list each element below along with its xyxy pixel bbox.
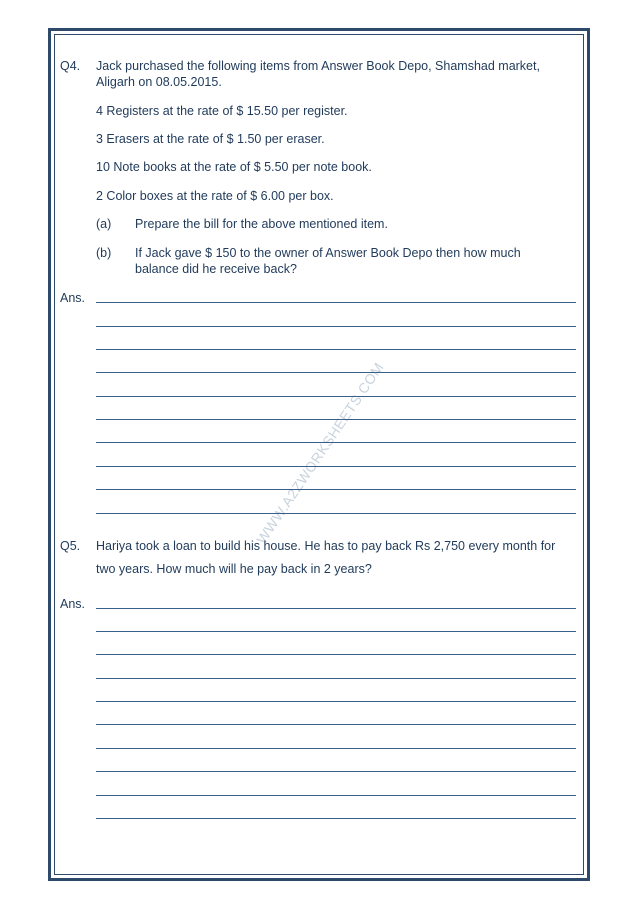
question-4-intro: Jack purchased the following items from Answer Book Depo, Shamshad market, Aligarh on 08.05.2015. bbox=[96, 59, 540, 89]
answer-line bbox=[96, 724, 576, 725]
answer-line bbox=[96, 349, 576, 350]
question-5-line-1: Hariya took a loan to build his house. He has to pay back Rs 2,750 every month for bbox=[96, 539, 556, 553]
answer-line bbox=[96, 372, 576, 373]
answer-line bbox=[96, 513, 576, 514]
item-color-boxes: 2 Color boxes at the rate of $ 6.00 per box. bbox=[96, 189, 334, 203]
answer-line bbox=[96, 419, 576, 420]
part-b-text: If Jack gave $ 150 to the owner of Answer Book Depo then how much balance did he receive back? bbox=[135, 246, 521, 276]
answer-line bbox=[96, 771, 576, 772]
item-erasers: 3 Erasers at the rate of $ 1.50 per eraser. bbox=[96, 132, 325, 146]
answer-line bbox=[96, 396, 576, 397]
part-a-label: (a) bbox=[96, 217, 112, 231]
answer-line bbox=[96, 654, 576, 655]
answer-line bbox=[96, 302, 576, 303]
part-a-text: Prepare the bill for the above mentioned item. bbox=[135, 217, 388, 231]
answer-line bbox=[96, 818, 576, 819]
answer-line bbox=[96, 748, 576, 749]
question-5-answer-label: Ans. bbox=[60, 597, 86, 611]
part-b-label: (b) bbox=[96, 246, 112, 260]
answer-line bbox=[96, 795, 576, 796]
answer-line bbox=[96, 442, 576, 443]
question-4-number: Q4. bbox=[60, 59, 81, 73]
question-4-answer-label: Ans. bbox=[60, 291, 86, 305]
answer-line bbox=[96, 466, 576, 467]
answer-line bbox=[96, 326, 576, 327]
answer-line bbox=[96, 701, 576, 702]
question-5-number: Q5. bbox=[60, 539, 81, 553]
answer-line bbox=[96, 489, 576, 490]
watermark-text: WWW.A2ZWORKSHEETS.COM bbox=[253, 359, 387, 547]
item-registers: 4 Registers at the rate of $ 15.50 per register. bbox=[96, 104, 348, 118]
answer-line bbox=[96, 678, 576, 679]
answer-line bbox=[96, 631, 576, 632]
question-5-line-2: two years. How much will he pay back in 2 years? bbox=[96, 562, 372, 576]
item-note-books: 10 Note books at the rate of $ 5.50 per note book. bbox=[96, 160, 372, 174]
answer-line bbox=[96, 608, 576, 609]
